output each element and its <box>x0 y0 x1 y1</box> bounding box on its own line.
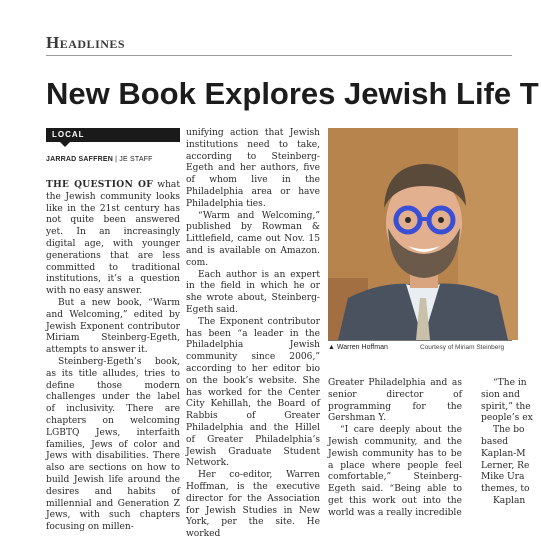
paragraph: The bo based Kaplan-M Lerner, Re Mike Ura themes, to <box>481 425 530 495</box>
paragraph <box>46 179 180 298</box>
section-divider <box>46 55 512 56</box>
article-column-1 <box>46 179 180 534</box>
article-column-3 <box>328 378 462 520</box>
paragraph: Each author is an expert in the field in which he or she wrote about, Steinberg-Egeth said. <box>186 269 320 315</box>
article-column-4 <box>481 378 541 508</box>
tag-pointer <box>60 142 70 147</box>
byline-author: JARRAD SAFFREN <box>46 156 113 163</box>
paragraph: “Warm and Welcoming,” published by Rowman & Littlefield, came out Nov. 15 and is available on Amazon. com. <box>186 210 320 268</box>
byline <box>46 156 153 163</box>
section-label: Headlines <box>46 33 126 52</box>
paragraph-text: what the Jewish community looks like in the 21st century has not quite been answered yet. In an increasingly digital age, with younger generations that are less committed to traditional institutions, it’s a question with no easy answer. <box>46 180 181 297</box>
caption-text: Warren Hoffman <box>336 344 388 351</box>
article-headline: New Book Explores Jewish Life T <box>46 76 539 111</box>
paragraph: The Exponent contributor has been “a leader in the Philadelphia Jewish community since 2006,” according to her editor bio on the book’s website. She has worked for the Center City Kehillah, the Board of Rabbis of Greater Philadelphia and the Hillel of Greater Philadelphia’s Jewish Graduate Student Network. <box>186 316 320 469</box>
paragraph: “The in sion and spirit,” the people’s ex <box>481 378 533 424</box>
portrait-photo <box>328 128 518 340</box>
paragraph: unifying action that Jewish institutions need to take, according to Steinberg-Egeth and her authors, five of whom live in the Philadelphia area or have Philadelphia ties. <box>186 128 320 209</box>
paragraph: Greater Philadelphia and as senior director of programming for the Gershman Y. <box>328 378 462 424</box>
paragraph: But a new book, “Warm and Welcoming,” edited by Jewish Exponent contributor Miriam Steinberg-Egeth, attempts to answer it. <box>46 297 180 356</box>
category-tag: LOCAL <box>46 128 180 142</box>
caption-divider <box>328 340 512 341</box>
paragraph: Her co-editor, Warren Hoffman, is the executive director for the Association for Jewish Studies in New York, per the site. He worked <box>186 470 320 540</box>
lead-in: THE QUESTION OF <box>46 179 153 190</box>
caption-triangle-icon: ▲ <box>328 344 335 351</box>
photo-credit: Courtesy of Miriam Steinberg <box>420 344 505 351</box>
article-column-2 <box>186 128 320 541</box>
portrait-illustration <box>328 128 518 340</box>
paragraph: Kaplan <box>493 495 526 506</box>
photo-caption <box>328 344 388 351</box>
paragraph: “I care deeply about the Jewish community, and the Jewish community has to be a place where people feel comfortable,” Steinberg-Egeth said. “Being able to get this work out into the world was a really incredible <box>328 425 462 518</box>
byline-role: | JE STAFF <box>112 156 153 163</box>
paragraph: Steinberg-Egeth’s book, as its title alludes, tries to define those modern challenges under the label of inclusivity. There are chapters on welcoming LGBTQ Jews, interfaith families, Jews of color and Jews with disabilities. There also are sections on how to build Jewish life around the desires and habits of millennial and Generation Z Jews, with such chapters focusing on millen- <box>46 356 180 533</box>
